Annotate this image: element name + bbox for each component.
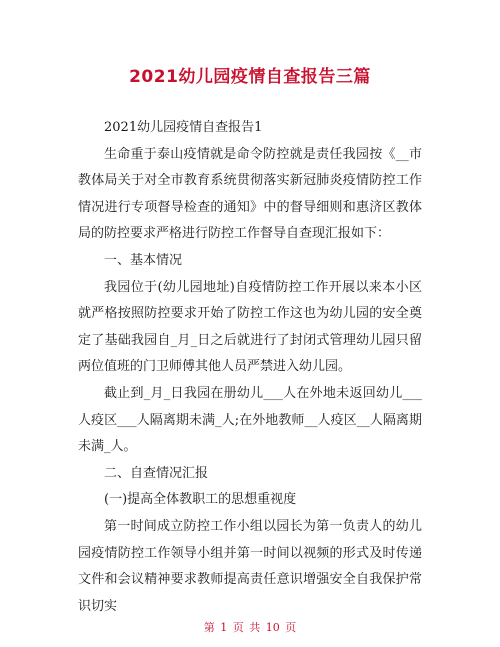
intro-paragraph: 生命重于泰山疫情就是命令防控就是责任我园按《__市教体局关于对全市教育系统贯彻落实新冠肺炎疫情防控工作情况进行专项督导检查的通知》中的督导细则和惠济区教体局的防控要求严格进行防控工作督导自查现汇报如下： [78,146,422,242]
report-subtitle: 2021幼儿园疫情自查报告1 [104,120,263,135]
enrollment-paragraph: 截止到_月_日我园在册幼儿___人在外地未返回幼儿___人疫区___人隔离期未满_人;在外地教师__人疫区__人隔离期未满_人。 [78,385,422,455]
page-footer: 第 1 页 共 10 页 [203,621,297,634]
section-heading-basic-info: 一、基本情况 [104,252,183,268]
team-paragraph: 第一时间成立防控工作小组以园长为第一负责人的幼儿园疫情防控工作领导小组并第一时间以视频的形式及时传递文件和会议精神要求教师提高责任意识增强安全自我保护常识切实 [78,518,422,614]
subsection-heading: (一)提高全体教职工的思想重视度 [104,492,297,508]
document-title: 2021幼儿园疫情自查报告三篇 [129,67,371,87]
document-body [78,115,422,620]
section-heading-self-check: 二、自查情况汇报 [104,465,209,481]
location-paragraph: 我园位于(幼儿园地址)自疫情防控工作开展以来本小区就严格按照防控要求开始了防控工作这也为幼儿园的安全奠定了基础我园自_月_日之后就进行了封闭式管理幼儿园只留两位值班的门卫师傅其他人员严禁进入幼儿园。 [78,279,422,375]
